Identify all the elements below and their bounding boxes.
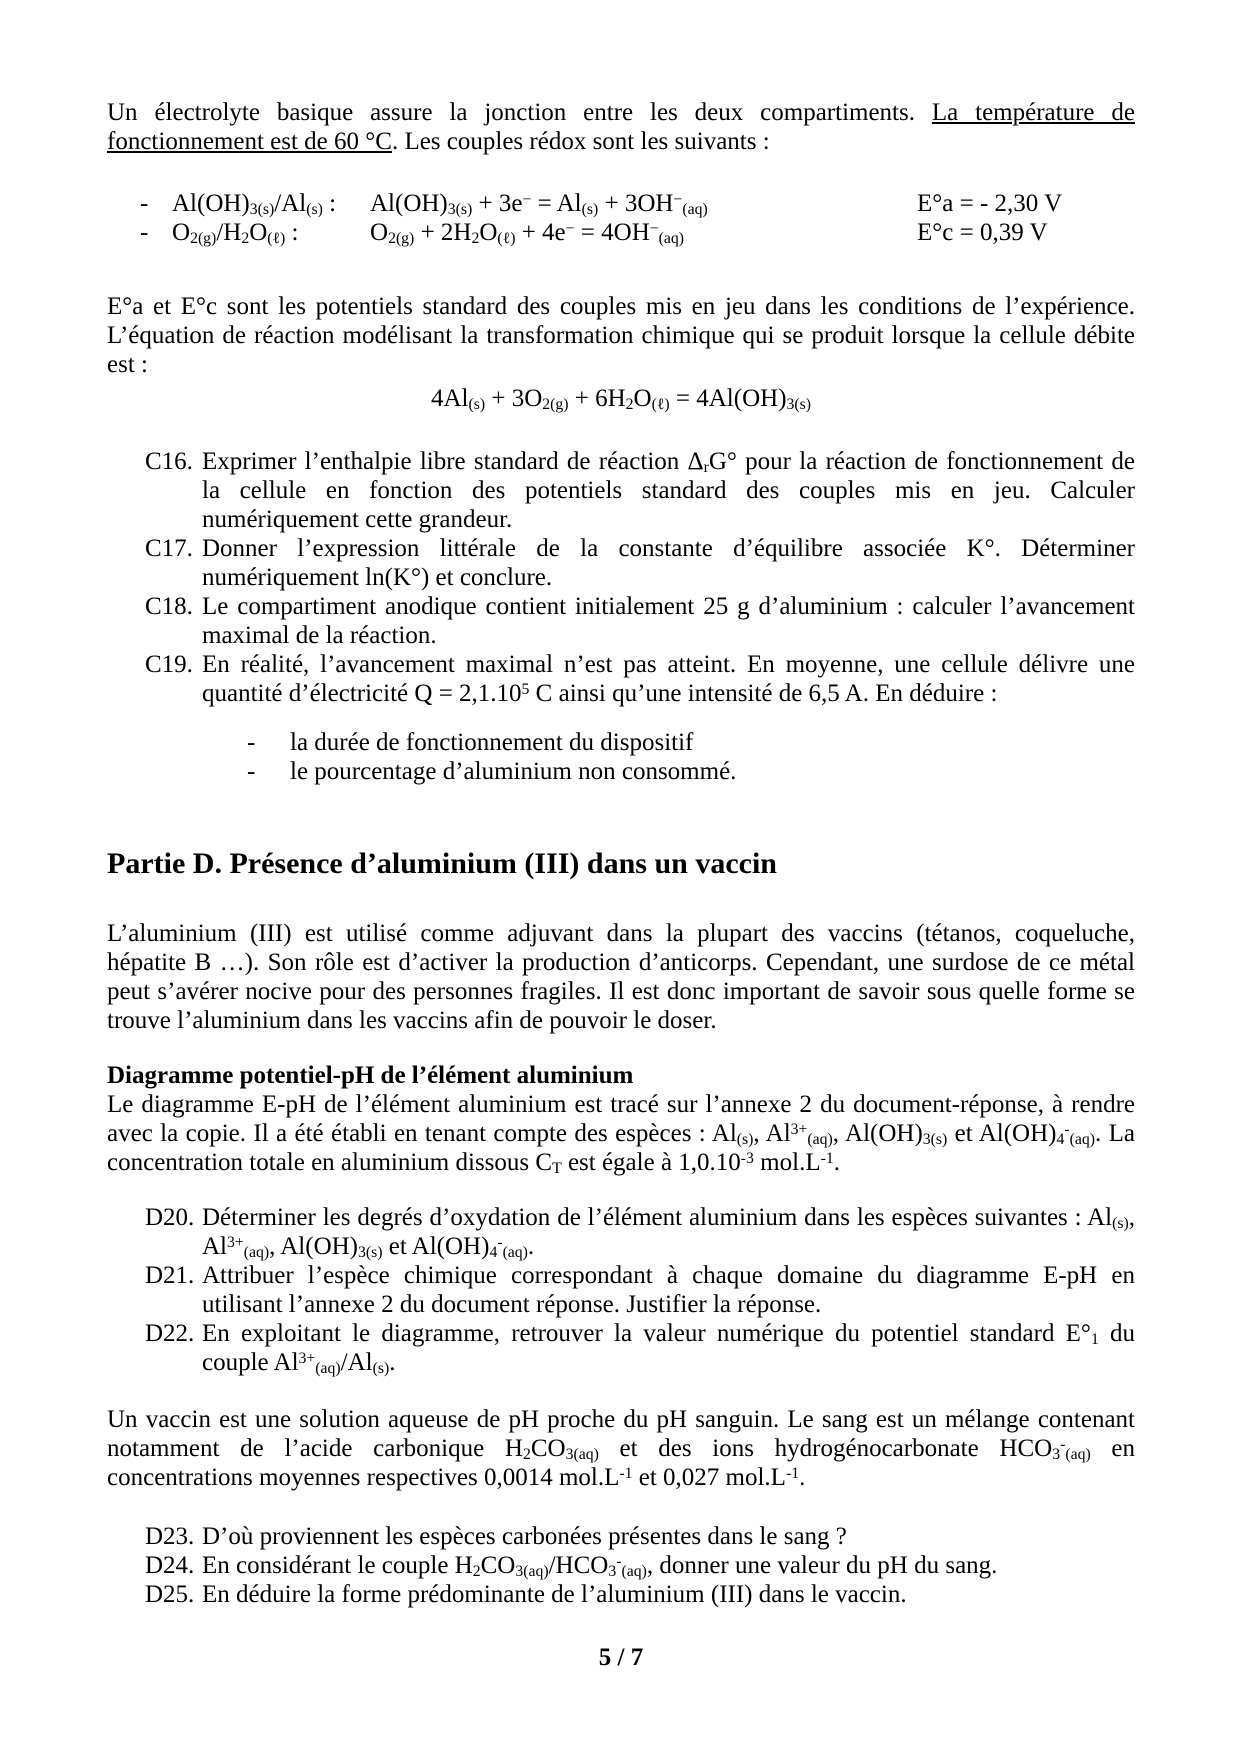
sub-bullet-item	[107, 757, 1135, 786]
question-item-c19	[107, 650, 1135, 708]
questions-d20-d22-list	[107, 1203, 1135, 1377]
bullet-dash: -	[140, 190, 149, 217]
question-label: C16.	[145, 448, 193, 475]
cell-reaction-equation: $4Al_{(s)} + 3O_{2(g)} + 6H_2O_{(\ell)} = 4Al(OH)_{3(s)}$	[430, 385, 812, 413]
question-text: En exploitant le diagramme, retrouver la valeur numérique du potentiel standard $E^\circ_1$ du couple $Al^{3+}_{(aq)}/Al_{(s)}$.	[202, 1320, 1135, 1377]
bullet-dash: -	[140, 219, 149, 246]
redox-standard-potential: E°c = 0,39 V	[917, 219, 1048, 246]
question-label: D23.	[145, 1523, 195, 1550]
question-item-d20	[107, 1203, 1135, 1261]
questions-c-list	[107, 447, 1135, 708]
question-label: C18.	[145, 593, 193, 620]
question-item-d21	[107, 1261, 1135, 1319]
questions-d23-d25-list	[107, 1522, 1135, 1609]
potentials-paragraph: E°a et E°c sont les potentiels standard des couples mis en jeu dans les conditions de l’expérience. L’équation de réaction modélisant la transformation chimique qui se produit lorsque la cellule débite est :	[107, 293, 1135, 378]
question-item-c16	[107, 447, 1135, 534]
question-item-c17	[107, 534, 1135, 592]
question-label: D22.	[145, 1320, 195, 1347]
intro-paragraph: Un électrolyte basique assure la jonction entre les deux compartiments. La température de fonctionnement est de 60 °C. Les couples rédox sont les suivants :	[107, 99, 1135, 155]
question-text: Déterminer les degrés d’oxydation de l’élément aluminium dans les espèces suivantes : $Al_{(s)}$, $Al^{3+}_{(aq)}$, $Al(OH)_{3(s)}$ et $Al(OH)_4^-_{(aq)}$.	[202, 1204, 1135, 1261]
question-item-d22	[107, 1319, 1135, 1377]
question-text: Le compartiment anodique contient initialement 25 g d’aluminium : calculer l’avancement maximal de la réaction.	[202, 593, 1135, 649]
sub-bullet-text: le pourcentage d’aluminium non consommé.	[290, 758, 737, 785]
redox-half-equation: $O_{2(g)} + 2H_2O_{(\ell)} + 4e^- = 4OH^-_{(aq)}$	[370, 219, 685, 247]
question-text: Donner l’expression littérale de la constante d’équilibre associée K°. Déterminer numériquement ln(K°) et conclure.	[202, 535, 1135, 591]
question-text: En déduire la forme prédominante de l’aluminium (III) dans le vaccin.	[202, 1581, 907, 1608]
vaccine-paragraph: Un vaccin est une solution aqueuse de pH proche du pH sanguin. Le sang est un mélange contenant notamment de l’acide carbonique $H_2CO_{3(aq)}$ et des ions hydrogénocarbonate $HCO_3^-_{(aq)}$ en concentrations moyennes respectives 0,0014 $mol.L^{-1}$ et 0,027 $mol.L^{-1}$.	[107, 1406, 1135, 1491]
redox-couple-row	[107, 189, 1135, 218]
redox-half-equation: $Al(OH)_{3(s)} + 3e^- = Al_{(s)} + 3OH^-_{(aq)}$	[370, 190, 708, 218]
question-text: En réalité, l’avancement maximal n’est pas atteint. En moyenne, une cellule délivre une quantité d’électricité $Q = 2,1.10^5$ C ainsi qu’une intensité de 6,5 A. En déduire :	[202, 651, 1135, 707]
bullet-dash: -	[247, 758, 256, 785]
page-number: 5 / 7	[598, 1644, 644, 1671]
question-label: C19.	[145, 651, 193, 678]
sub-bullet-text: la durée de fonctionnement du dispositif	[290, 729, 694, 756]
question-text: En considérant le couple $H_2CO_{3(aq)}/HCO_3^-_{(aq)}$, donner une valeur du pH du sang.	[202, 1552, 998, 1580]
redox-couple-name: $O_{2(g)}/H_2O_{(\ell)}$ :	[172, 219, 299, 247]
redox-couple-name: $Al(OH)_{3(s)}/Al_{(s)}$ :	[172, 190, 337, 218]
redox-couple-row	[107, 218, 1135, 247]
diagram-paragraph: Le diagramme E-pH de l’élément aluminium est tracé sur l’annexe 2 du document-réponse, à rendre avec la copie. Il a été établi en tenant compte des espèces : $Al_{(s)}$, $Al^{3+}_{(aq)}$, $Al(OH)_{3(s)}$ et $Al(OH)_4^-_{(aq)}$. La concentration totale en aluminium dissous $C_T$ est égale à $1,0.10^{-3}$ $mol.L^{-1}$.	[107, 1091, 1135, 1177]
part-d-intro-paragraph: L’aluminium (III) est utilisé comme adjuvant dans la plupart des vaccins (tétanos, coqueluche, hépatite B …). Son rôle est d’activer la production d’anticorps. Cependant, une surdose de ce métal peut s’avérer nocive pour des personnes fragiles. Il est donc important de savoir sous quelle forme se trouve l’aluminium dans les vaccins afin de pouvoir le doser.	[107, 920, 1135, 1034]
question-label: D21.	[145, 1262, 195, 1289]
question-label: C17.	[145, 535, 193, 562]
redox-couples-list	[107, 189, 1135, 247]
question-item-d25	[107, 1580, 1135, 1609]
sub-bullet-list	[107, 728, 1135, 786]
part-d-heading: Partie D. Présence d’aluminium (III) dans un vaccin	[107, 847, 777, 880]
question-item-d24	[107, 1551, 1135, 1580]
question-label: D25.	[145, 1581, 195, 1608]
question-label: D24.	[145, 1552, 195, 1579]
bullet-dash: -	[247, 729, 256, 756]
redox-standard-potential: E°a = - 2,30 V	[917, 190, 1063, 217]
question-text: Exprimer l’enthalpie libre standard de réaction $\Delta_rG^\circ$ pour la réaction de fonctionnement de la cellule en fonction des potentiels standard des couples mis en jeu. Calculer numériquement cette grandeur.	[202, 448, 1135, 533]
question-item-c18	[107, 592, 1135, 650]
question-item-d23	[107, 1522, 1135, 1551]
question-text: D’où proviennent les espèces carbonées présentes dans le sang ?	[202, 1523, 847, 1550]
sub-bullet-item	[107, 728, 1135, 757]
diagram-subheading: Diagramme potentiel-pH de l’élément aluminium	[107, 1062, 634, 1089]
question-text: Attribuer l’espèce chimique correspondant à chaque domaine du diagramme E-pH en utilisant l’annexe 2 du document réponse. Justifier la réponse.	[202, 1262, 1135, 1318]
question-label: D20.	[145, 1204, 195, 1231]
